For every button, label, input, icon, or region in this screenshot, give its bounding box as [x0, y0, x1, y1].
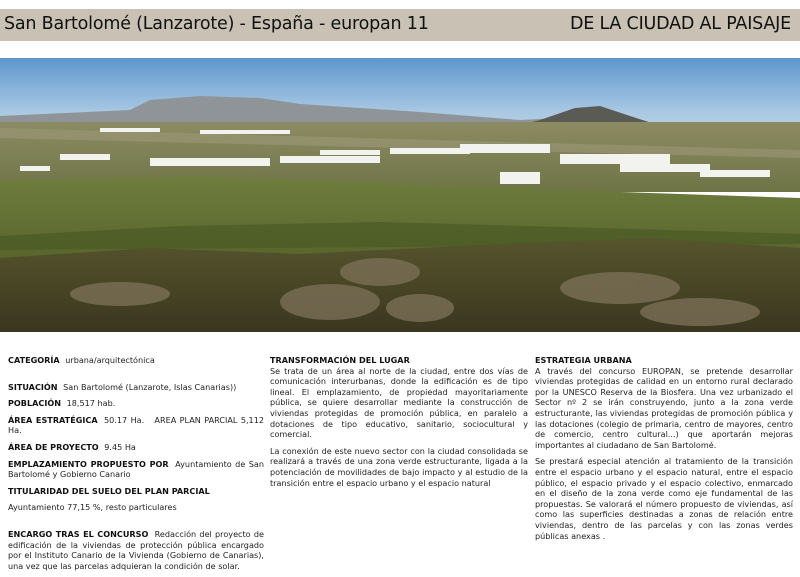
area-estrategica-row: [8, 415, 264, 436]
titularidad-label: TITULARIDAD DEL SUELO DEL PLAN PARCIAL: [8, 485, 210, 496]
theme-title: DE LA CIUDAD AL PAISAJE: [569, 14, 791, 34]
area-proyecto-value: 9.45 Ha: [104, 441, 136, 452]
emplazamiento-value: Ayuntamiento de San Bartolomé y Gobierno Canario: [8, 458, 265, 480]
titularidad-value-row: [8, 502, 264, 513]
titularidad-value: Ayuntamiento 77,15 %, resto particulares: [8, 502, 177, 513]
transformation-paragraph-1: Se trata de un área al norte de la ciudad, entre dos vías de comunicación interurbanas, donde la edificación es de tipo lineal. El emplazamiento, de propiedad mayoritariamente pública, se quiere desarrollar mediante la construcción de viviendas protegidas de promoción pública, en paralelo a dotaciones de tipo educativo, sanitario, sociocultural y comercial.: [270, 365, 528, 440]
strategy-paragraph-2: Se prestará especial atención al tratamiento de la transición entre el espacio urbano y el espacio natural, entre el espacio público, el espacio privado y el espacio colectivo, enmarcado en el diseño de la zona verde como eje fundamental de las propuestas. Se valorará el número propuesto de viviendas, así como las superficies destinadas a zonas de relación entre viviendas, dentro de las parcelas y con las zonas verdes públicas anexas .: [535, 456, 793, 541]
poblacion-row: [8, 398, 264, 409]
encargo-label: ENCARGO TRAS EL CONCURSO: [8, 528, 149, 539]
area-proyecto-row: [8, 442, 264, 453]
area-plan-label: AREA PLAN PARCIAL: [154, 414, 238, 425]
header-bar: [0, 9, 800, 41]
poblacion-value: 18,517 hab.: [66, 398, 116, 409]
transformation-heading: TRANSFORMACIÓN DEL LUGAR: [270, 355, 410, 365]
emplazamiento-label: EMPLAZAMIENTO PROPUESTO POR: [8, 458, 169, 469]
project-data-column: [8, 355, 264, 577]
categoria-row: [8, 355, 264, 366]
titularidad-row: [8, 486, 264, 497]
site-title: San Bartolomé (Lanzarote) - España - europan 11: [4, 14, 429, 34]
area-estrategica-value: 50.17 Ha.: [104, 414, 145, 425]
area-proyecto-label: ÁREA DE PROYECTO: [8, 441, 99, 452]
categoria-value: urbana/arquitectónica: [65, 355, 155, 365]
panorama-photo: [0, 58, 800, 332]
categoria-label: CATEGORÍA: [8, 355, 60, 365]
area-estrategica-label: ÁREA ESTRATÉGICA: [8, 414, 98, 425]
transformation-paragraph-2: La conexión de este nuevo sector con la ciudad consolidada se realizará a través de una zona verde estructurante, ligada a la potenciación de movilidades de bajo impacto y al estudio de la transición entre el espacio urbano y el espacio natural: [270, 445, 528, 488]
situacion-value: San Bartolomé (Lanzarote, Islas Canarias)): [63, 381, 237, 392]
situacion-label: SITUACIÓN: [8, 381, 58, 392]
emplazamiento-row: [8, 459, 264, 480]
transformation-column: [270, 355, 528, 494]
situacion-row: [8, 382, 264, 393]
area-plan-value: 5,112 Ha.: [8, 414, 264, 436]
poblacion-label: POBLACIÓN: [8, 398, 62, 409]
encargo-row: [8, 529, 264, 571]
strategy-paragraph-1: A través del concurso EUROPAN, se pretende desarrollar viviendas protegidas de calidad en un entorno rural declarado por la UNESCO Reserva de la Biosfera. Una vez urbanizado el Sector nº 2 se irán construyendo, junto a la zona verde estructurante, las viviendas protegidas de promoción pública y las dotaciones (colegio de primaria, centro de mayores, centro de comercio, centro cultural...) que aportarán mejoras importantes al ciudadano de San Bartolomé.: [535, 365, 793, 450]
landscape-illustration: [0, 58, 800, 332]
encargo-value: Redacción del proyecto de edificación de la viviendas de protección pública encargado por el Instituto Canario de la Vivienda (Gobierno de Canarias), una vez que las parcelas adquieran la condición de solar.: [8, 528, 264, 571]
strategy-column: [535, 355, 793, 547]
strategy-heading: ESTRATEGIA URBANA: [535, 355, 632, 365]
